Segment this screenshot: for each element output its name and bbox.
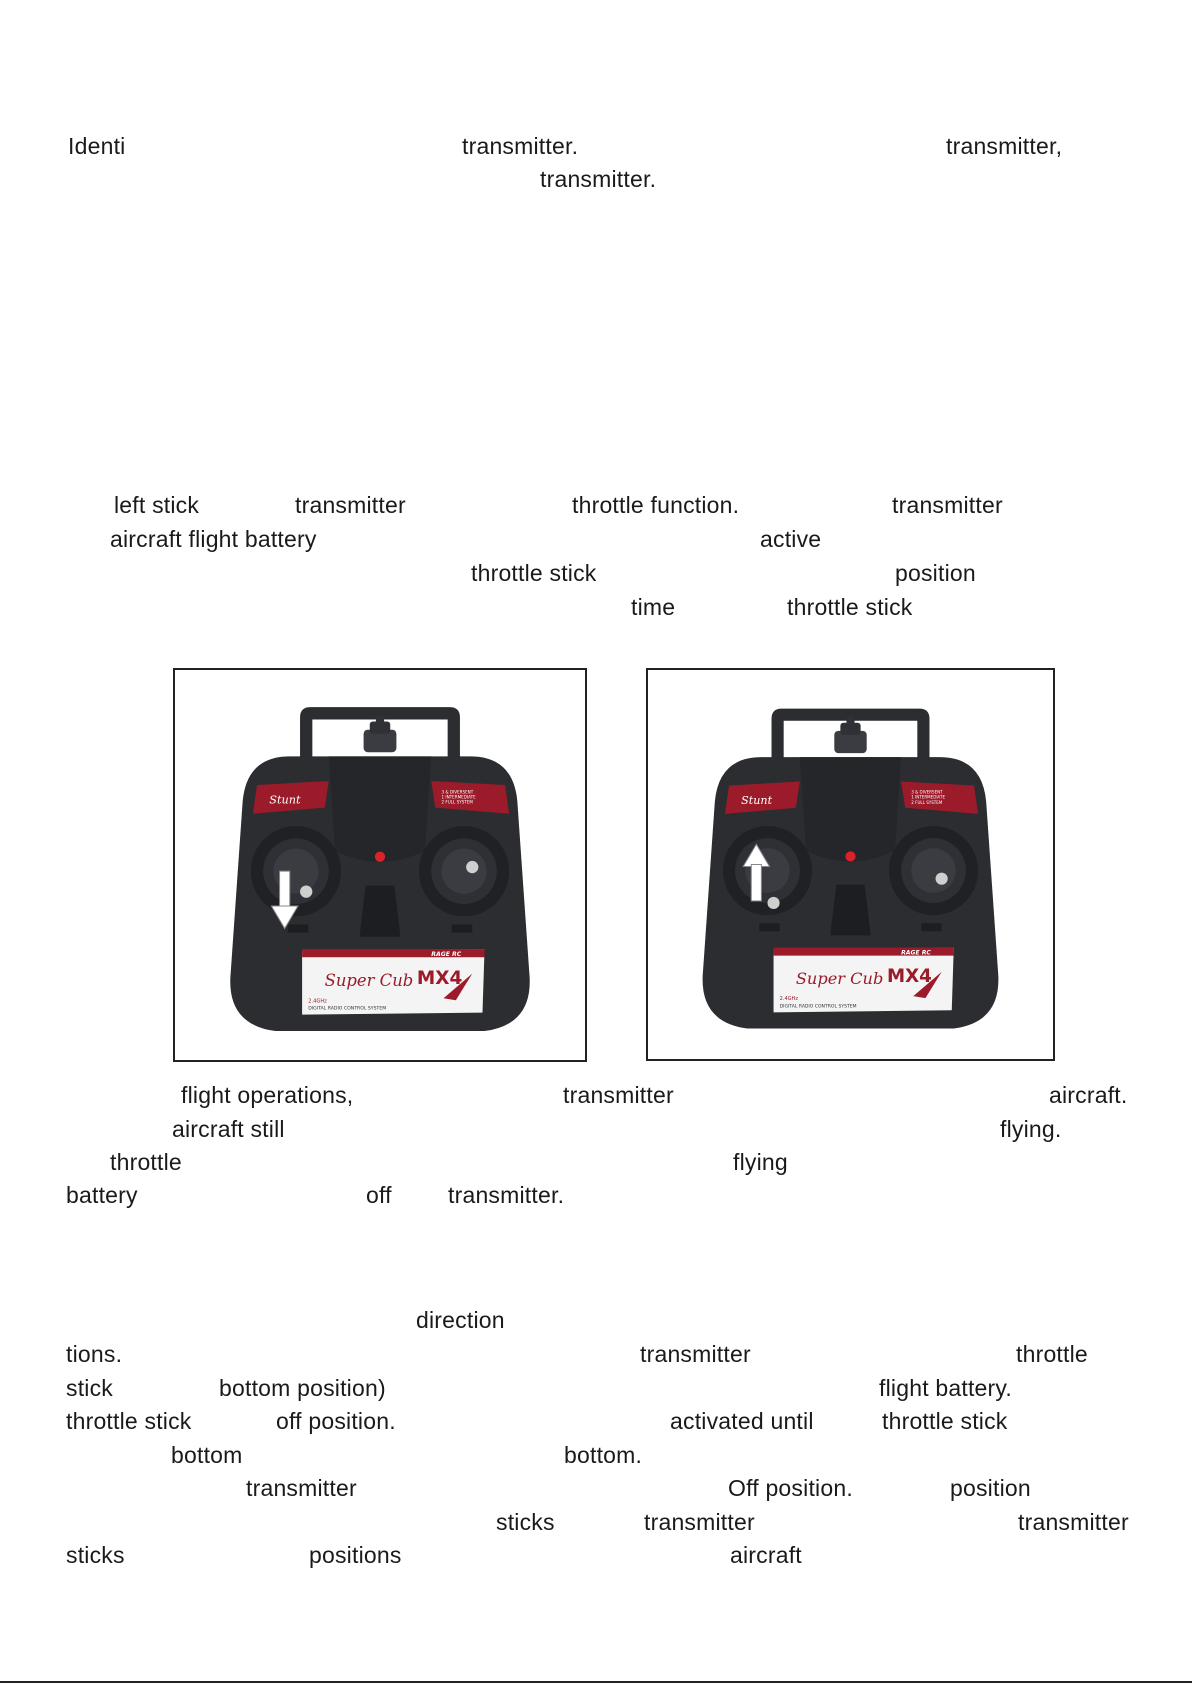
intro-word: Identi [68, 133, 126, 159]
system-label: DIGITAL RADIO CONTROL SYSTEM [779, 1004, 857, 1010]
model-suffix-label: MX4 [416, 967, 463, 989]
intro-word: transmitter, [946, 133, 1063, 159]
after-word: throttle [110, 1149, 182, 1175]
direction-word: tions. [66, 1341, 123, 1367]
direction-word: bottom. [564, 1442, 643, 1468]
direction-word: direction [416, 1307, 505, 1333]
after-word: aircraft still [172, 1116, 285, 1142]
model-label: Super Cub [795, 968, 884, 988]
direction-word: positions [309, 1542, 402, 1568]
direction-word: sticks [496, 1509, 555, 1535]
mode-line: 1 INTERMEDIATE [911, 794, 946, 800]
mode-line: 3 & DIVERSENT [911, 789, 943, 795]
transmitter-illustration [648, 670, 1053, 1059]
throttle-word: active [760, 526, 822, 552]
model-label: Super Cub [324, 970, 414, 990]
mode-line: 2 FULL SYSTEM [911, 799, 943, 805]
after-word: aircraft. [1049, 1082, 1128, 1108]
direction-word: transmitter [640, 1341, 751, 1367]
direction-word: sticks [66, 1542, 125, 1568]
direction-word: flight battery. [879, 1375, 1012, 1401]
footer-rule [0, 1681, 1192, 1683]
direction-word: position [950, 1475, 1031, 1501]
after-word: transmitter [563, 1082, 674, 1108]
after-word: off [366, 1182, 392, 1208]
direction-word: bottom [171, 1442, 243, 1468]
direction-word: transmitter [644, 1509, 755, 1535]
transmitter-throttle-up-photo [646, 668, 1055, 1061]
transmitter-throttle-down-photo [173, 668, 587, 1062]
mode-line: 3 & DIVERSENT [441, 789, 474, 795]
throttle-word: transmitter [892, 492, 1003, 518]
after-word: flying [733, 1149, 788, 1175]
direction-word: throttle [1016, 1341, 1088, 1367]
mode-line: 2 FULL SYSTEM [441, 799, 473, 805]
throttle-word: position [895, 560, 976, 586]
throttle-word: transmitter [295, 492, 406, 518]
direction-word: throttle stick [882, 1408, 1008, 1434]
freq-label: 2.4GHz [308, 998, 327, 1005]
throttle-word: throttle stick [471, 560, 597, 586]
after-word: battery [66, 1182, 138, 1208]
model-suffix-label: MX4 [886, 965, 932, 987]
stunt-badge: Stunt [741, 793, 773, 807]
brand-label: RAGE RC [431, 951, 462, 959]
after-word: transmitter. [448, 1182, 565, 1208]
freq-label: 2.4GHz [779, 996, 799, 1003]
throttle-word: throttle stick [787, 594, 913, 620]
stunt-badge: Stunt [269, 793, 301, 807]
direction-word: throttle stick [66, 1408, 192, 1434]
direction-word: stick [66, 1375, 113, 1401]
mode-line: 1 INTERMEDIATE [441, 794, 476, 800]
direction-word: transmitter [1018, 1509, 1129, 1535]
after-word: flight operations, [181, 1082, 354, 1108]
system-label: DIGITAL RADIO CONTROL SYSTEM [308, 1006, 387, 1012]
direction-word: activated until [670, 1408, 814, 1434]
throttle-word: aircraft flight battery [110, 526, 317, 552]
intro-word: transmitter. [462, 133, 579, 159]
transmitter-illustration [175, 670, 585, 1060]
direction-word: Off position. [728, 1475, 853, 1501]
direction-word: bottom position) [219, 1375, 386, 1401]
direction-word: off position. [276, 1408, 396, 1434]
direction-word: aircraft [730, 1542, 802, 1568]
brand-label: RAGE RC [901, 949, 931, 957]
throttle-word: left stick [114, 492, 200, 518]
direction-word: transmitter [246, 1475, 357, 1501]
intro-word: transmitter. [540, 166, 657, 192]
after-word: flying. [1000, 1116, 1062, 1142]
throttle-word: throttle function. [572, 492, 740, 518]
throttle-word: time [631, 594, 676, 620]
